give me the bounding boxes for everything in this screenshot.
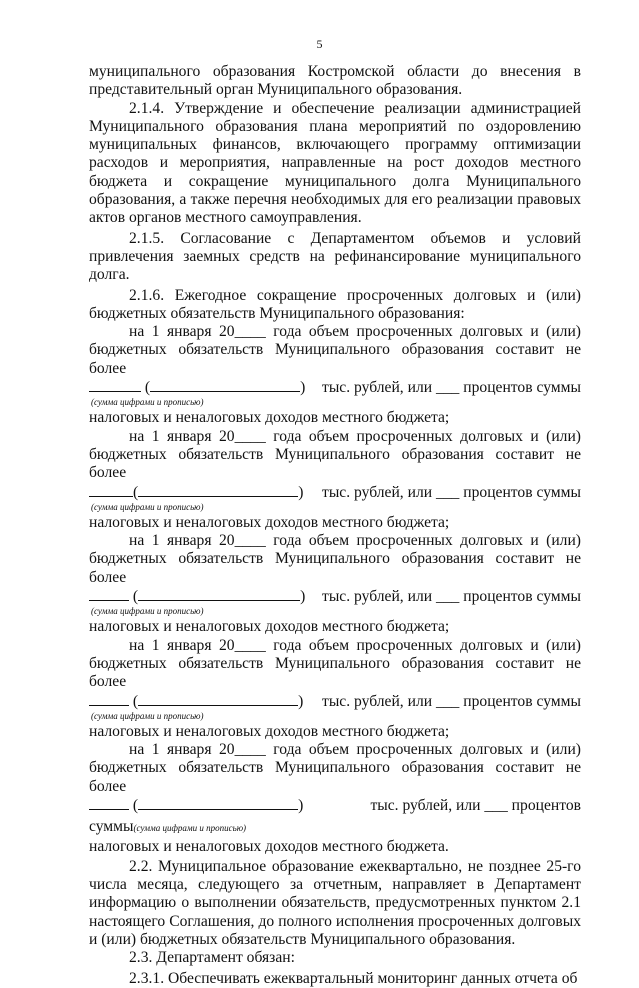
paragraph-2-3: 2.3. Департамент обязан:: [129, 949, 295, 967]
item-line: на 1 января 20____ года объем просроченных долговых и (или) бюджетных обязательств Муниципального образования составит не более: [89, 532, 581, 586]
blank-field: [138, 587, 300, 601]
paragraph-2-1-5: 2.1.5. Согласование с Департаментом объемов и условий привлечения заемных средств на рефинансирование муниципального долга.: [89, 229, 581, 284]
list-item: [89, 428, 581, 532]
item-note: (сумма цифрами и прописью): [91, 606, 204, 617]
list-item: [89, 532, 581, 636]
paragraph-2-3-1: 2.3.1. Обеспечивать ежеквартальный мониторинг данных отчета об: [129, 969, 578, 987]
document-body: [89, 63, 581, 988]
paragraph-2-1-6: 2.1.6. Ежегодное сокращение просроченных долговых и (или) бюджетных обязательств Муниципального образования:: [89, 286, 581, 322]
item-amount-row: ( ) тыс. рублей, или ___ процентов суммы: [89, 587, 581, 606]
item-note: (сумма цифрами и прописью): [91, 710, 204, 721]
item-tail-last: тыс. рублей, или ___ процентов: [370, 796, 581, 814]
item-tail: тыс. рублей, или ___ процентов суммы: [322, 379, 581, 397]
item-amount-row: ( ) тыс. рублей, или ___ процентов суммы: [89, 692, 581, 711]
list-item: [89, 741, 581, 856]
blank-field: [138, 796, 298, 810]
list-item: [89, 637, 581, 741]
item-end: налоговых и неналоговых доходов местного бюджета;: [89, 409, 450, 427]
paragraph-intro: муниципального образования Костромской области до внесения в представительный орган Муниципального образования.: [89, 63, 581, 99]
item-line: на 1 января 20____ года объем просроченных долговых и (или) бюджетных обязательств Муниципального образования составит не более: [89, 636, 581, 691]
list-item: [89, 323, 581, 427]
blank-field: [89, 483, 133, 497]
item-sum-line: [89, 818, 581, 837]
item-amount-row: ( ) тыс. рублей, или ___ процентов суммы: [89, 483, 581, 502]
blank-field: [138, 483, 298, 497]
page-number: 5: [316, 37, 323, 51]
blank-field: [138, 692, 298, 706]
item-line: на 1 января 20____ года объем просроченных долговых и (или) бюджетных обязательств Муниципального образования составит не более: [89, 323, 581, 377]
item-amount-row: ( ) тыс. рублей, или ___ процентов: [89, 796, 581, 815]
item-sum-word: суммы: [89, 818, 134, 836]
paragraph-2-2: 2.2. Муниципальное образование ежеквартально, не позднее 25-го числа месяца, следующего за отчетным, направляет в Департамент информацию о выполнении обязательств, предусмотренных пунктом 2.1 настоящего Соглашения, до полного исполнения просроченных долговых и (или) бюджетных обязательств Муниципального образования.: [89, 857, 581, 949]
item-note: (сумма цифрами и прописью): [91, 501, 204, 512]
blank-field: [89, 796, 129, 810]
item-end: налоговых и неналоговых доходов местного бюджета.: [89, 837, 449, 855]
item-tail: тыс. рублей, или ___ процентов суммы: [322, 483, 581, 501]
paragraph-2-1-4: 2.1.4. Утверждение и обеспечение реализации администрацией Муниципального образования плана мероприятий по оздоровлению муниципальных финансов, включающего программу оптимизации расходов и мероприятия, направленные на рост доходов местного бюджета и сокращение муниципального долга Муниципального образования, а также перечня необходимых для его реализации правовых актов органов местного самоуправления.: [89, 99, 581, 227]
blank-field: [89, 587, 129, 601]
item-note: (сумма цифрами и прописью): [133, 823, 247, 834]
item-tail: тыс. рублей, или ___ процентов суммы: [322, 692, 581, 710]
item-end: налоговых и неналоговых доходов местного бюджета;: [89, 513, 450, 531]
item-end: налоговых и неналоговых доходов местного бюджета;: [89, 722, 450, 740]
blank-field: [89, 378, 141, 392]
item-end: налоговых и неналоговых доходов местного бюджета;: [89, 618, 450, 636]
blank-field: [150, 378, 300, 392]
item-line: на 1 января 20____ года объем просроченных долговых и (или) бюджетных обязательств Муниципального образования составит не более: [89, 741, 581, 795]
item-amount-row: ( ) тыс. рублей, или ___ процентов суммы: [89, 378, 581, 397]
item-line: на 1 января 20____ года объем просроченных долговых и (или) бюджетных обязательств Муниципального образования составит не более: [89, 427, 581, 482]
item-note: (сумма цифрами и прописью): [91, 397, 204, 408]
item-tail: тыс. рублей, или ___ процентов суммы: [322, 588, 581, 606]
blank-field: [89, 692, 129, 706]
